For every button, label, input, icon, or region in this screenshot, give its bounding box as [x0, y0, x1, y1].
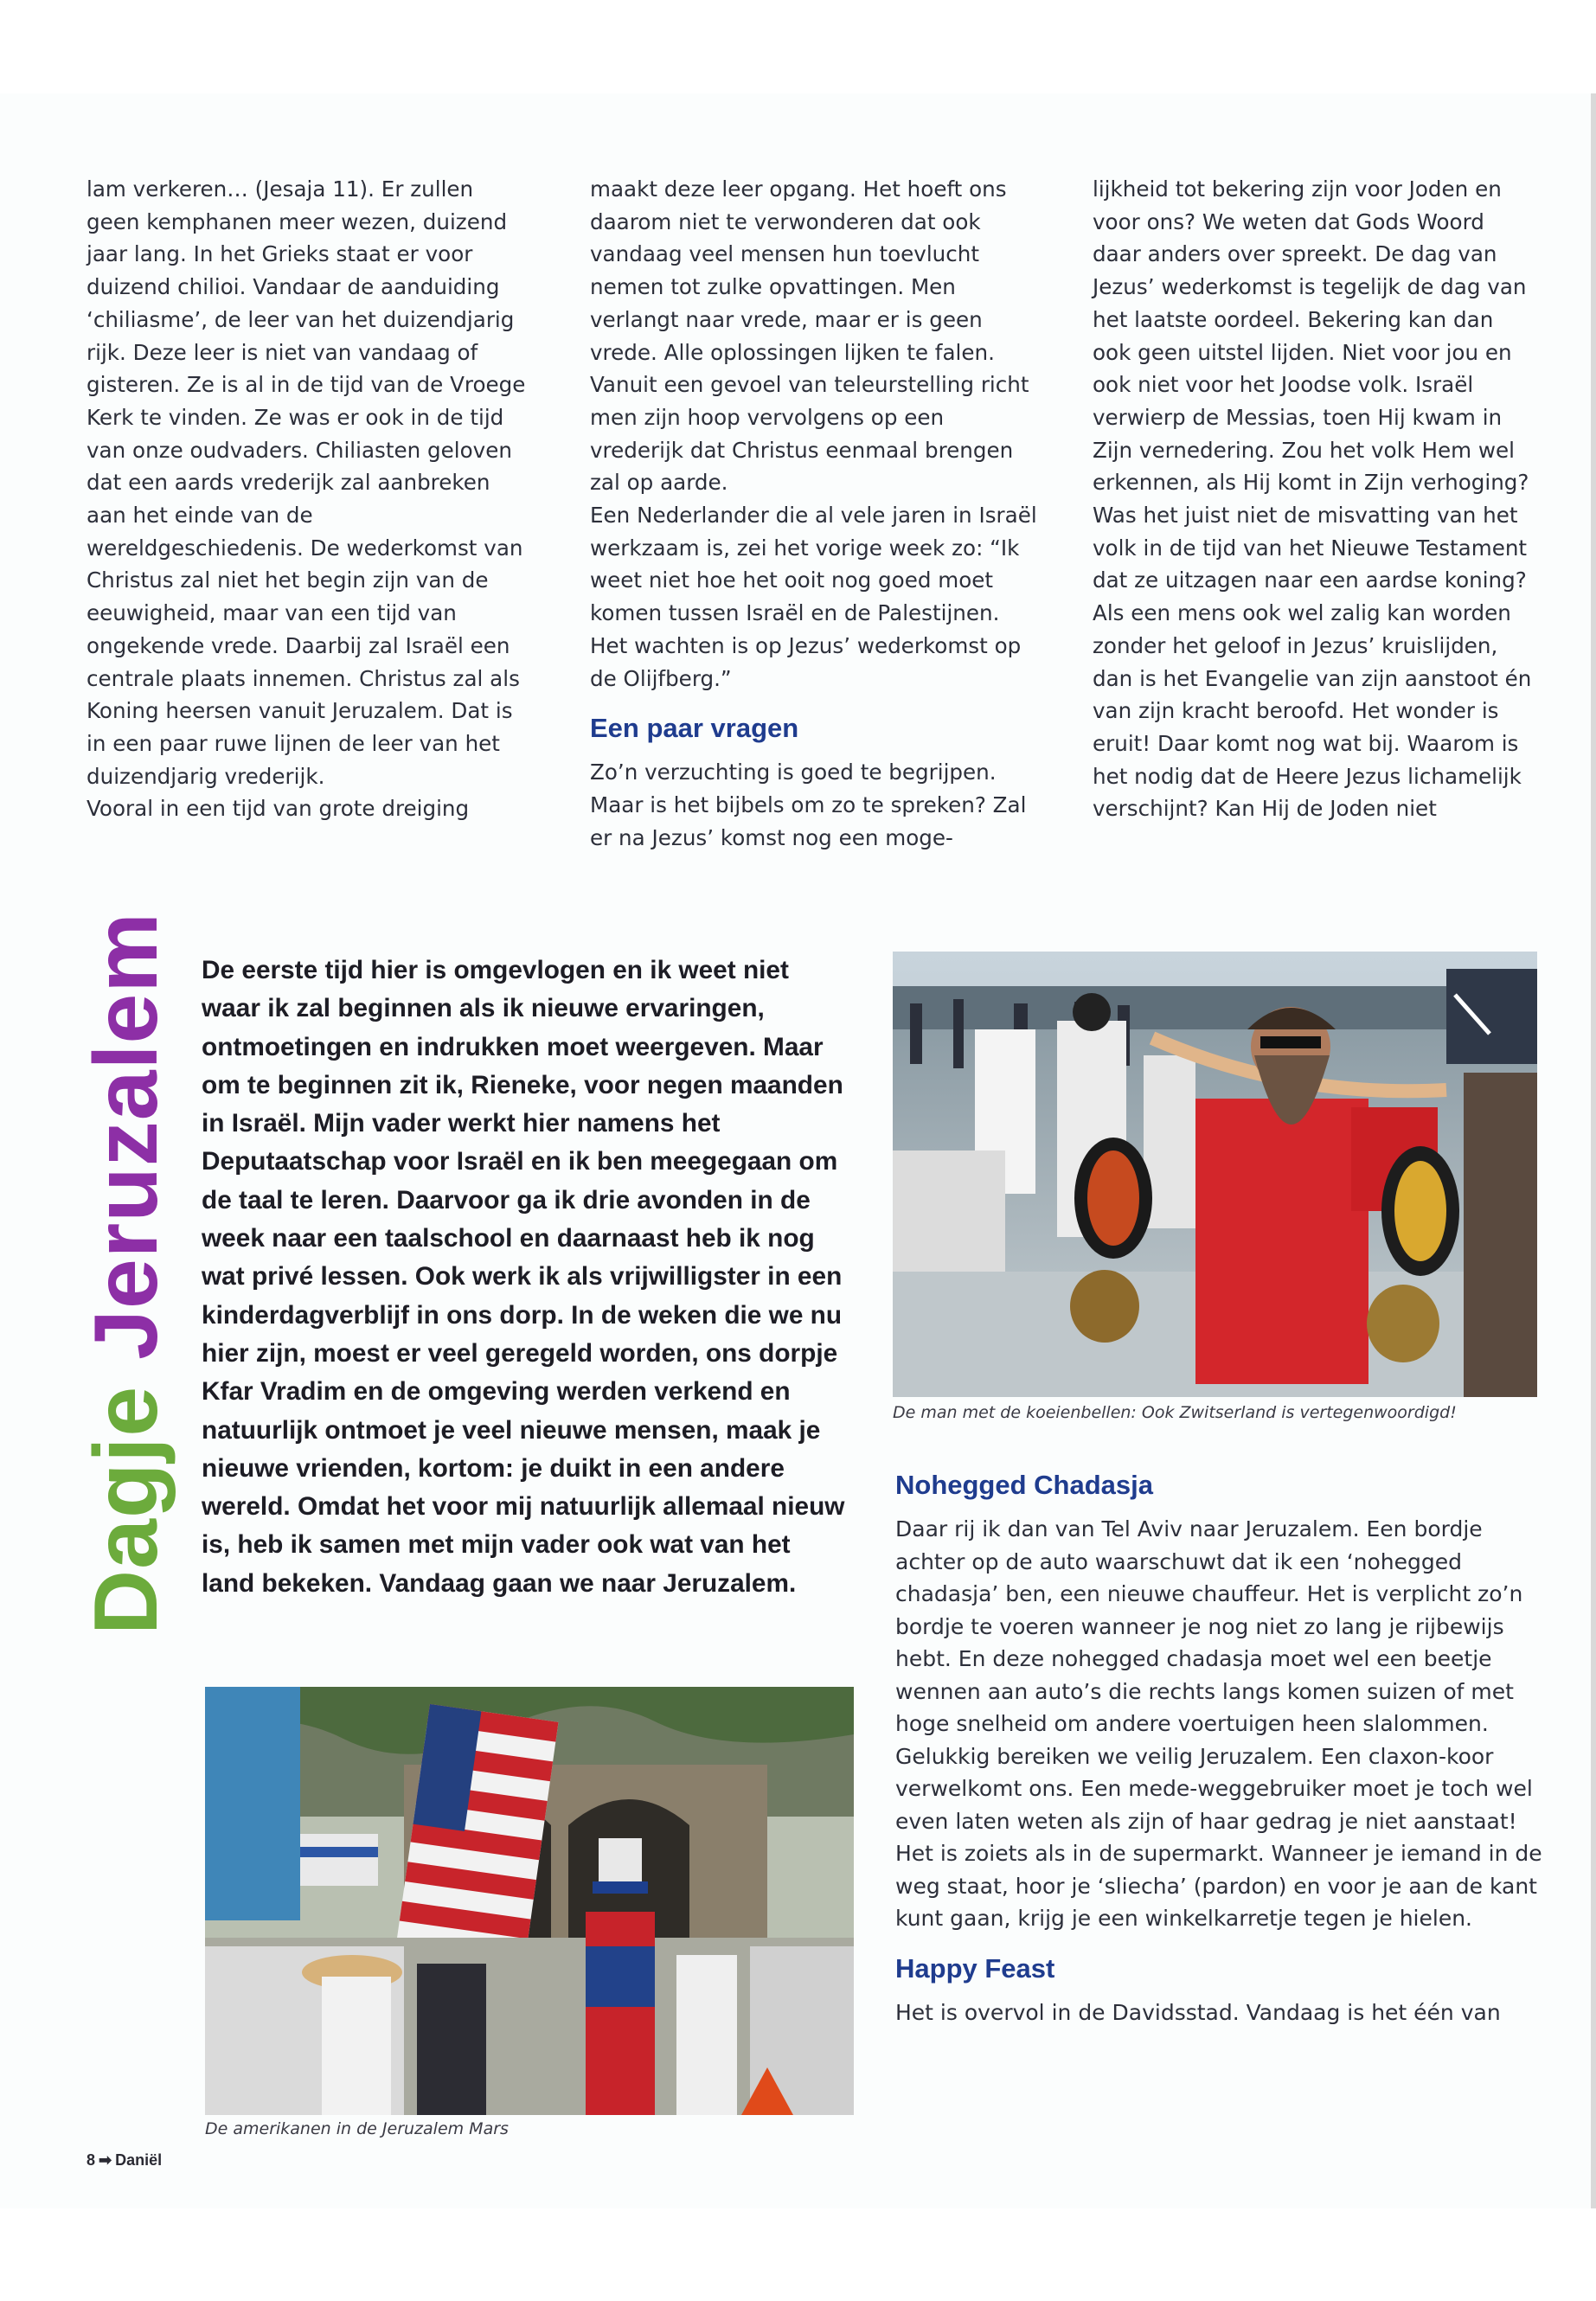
magazine-name: Daniël	[115, 2151, 163, 2169]
page-footer	[87, 2151, 162, 2170]
col2-paragraph: Een Nederlander die al vele jaren in Israël werkzaam is, zei het vorige week zo: “Ik weet niet hoe het ooit nog goed moet komen tussen Israël en de Palestijnen. Het wachten is op Jezus’ wederkomst op de Olijfberg.”	[590, 503, 1037, 691]
text-column-3	[1093, 173, 1538, 825]
body-paragraph: Het is overvol in de Davidsstad. Vandaag is het één van	[895, 1999, 1501, 2025]
article-title	[76, 912, 176, 1635]
section-heading: Een paar vragen	[590, 713, 799, 744]
col2-paragraph: maakt deze leer opgang. Het hoeft ons daarom niet te verwonderen dat ook vandaag veel mensen hun toevlucht nemen tot zulke opvattingen. Men verlangt naar vrede, maar er is geen vrede. Alle oplossingen lijken te falen. Vanuit een gevoel van teleurstelling richt men zijn hoop vervolgens op een vrederijk dat Christus eenmaal brengen zal op aarde.	[590, 176, 1029, 496]
intro-paragraph: De eerste tijd hier is omgevlogen en ik weet niet waar ik zal beginnen als ik nieuwe ervaringen, ontmoetingen en indrukken moet weergeven. Maar om te beginnen zit ik, Rieneke, voor negen maanden in Israël. Mijn vader werkt hier namens het Deputaatschap voor Israël en ik ben meegegaan om de taal te leren. Daarvoor ga ik drie avonden in de week naar een taalschool en daarnaast heb ik nog wat privé lessen. Ook werk ik als vrijwilligster in een kinderdagverblijf in ons dorp. In de weken die we nu hier zijn, moest er veel geregeld worden, ons dorpje Kfar Vradim en de omgeving werden verkend en natuurlijk ontmoet je veel nieuwe mensen, maak je nieuwe vrienden, kortom: je duikt in een andere wereld. Omdat het voor mij natuurlijk allemaal nieuw is, heb ik samen met mijn vader ook wat van het land bekeken. Vandaag gaan we naar Jeruzalem.	[202, 956, 845, 1598]
arrow-icon: ➡	[99, 2151, 112, 2169]
american-march-photo	[205, 1687, 854, 2115]
col1-paragraph: lam verkeren… (Jesaja 11). Er zullen geen kemphanen meer wezen, duizend jaar lang. In het Grieks staat er voor duizend chilioi. Vandaar de aanduiding ‘chiliasme’, de leer van het duizendjarig rijk. Deze leer is niet van vandaag of gisteren. Ze is al in de tijd van de Vroege Kerk te vinden. Ze was er ook in de tijd van onze oudvaders. Chiliasten geloven dat een aards vrederijk zal aanbreken aan het einde van de wereldgeschiedenis. De wederkomst van Christus zal niet het begin zijn van de eeuwigheid, maar van een tijd van ongekende vrede. Daarbij zal Israël een centrale plaats innemen. Christus zal als Koning heersen vanuit Jeruzalem. Dat is in een paar ruwe lijnen de leer van het duizendjarig vrederijk.	[87, 176, 526, 789]
col1-paragraph: Vooral in een tijd van grote dreiging	[87, 796, 470, 822]
text-column-2	[590, 173, 1040, 854]
col3-paragraph: lijkheid tot bekering zijn voor Joden en voor ons? We weten dat Gods Woord daar anders over spreekt. De dag van Jezus’ wederkomst is tegelijk de dag van het laatste oordeel. Bekering kan dan ook geen uitstel lijden. Niet voor jou en ook niet voor het Joodse volk. Israël verwierp de Messias, toen Hij kwam in Zijn vernedering. Zou het volk Hem wel erkennen, als Hij komt in Zijn verhoging? Was het juist niet de misvatting van het volk in de tijd van het Nieuwe Testament dat ze uitzagen naar een aardse koning? Als een mens ook wel zalig kan worden zonder het geloof in Jezus’ kruislijden, dan is het Evangelie van zijn aanstoot én van zijn kracht beroofd. Het wonder is eruit! Daar komt nog wat bij. Waarom is het nodig dat de Heere Jezus lichamelijk verschijnt? Kan Hij de Joden niet	[1093, 176, 1532, 822]
page-number: 8	[87, 2151, 96, 2169]
col2-paragraph: Zo’n verzuchting is goed te begrijpen. Maar is het bijbels om zo te spreken? Zal er na Jezus’ komst nog een moge-	[590, 760, 1027, 850]
section-heading: Happy Feast	[895, 1952, 1055, 1984]
body-paragraph: Het is zoiets als in de supermarkt. Wanneer je iemand in de weg staat, hoor je ‘sliecha’ (pardon) en voor je aan de kant kunt gaan, krijg je een winkelkarretje tegen je hielen.	[895, 1841, 1542, 1931]
title-word-jeruzalem: Jeruzalem	[76, 912, 176, 1360]
photo-caption: De amerikanen in de Jeruzalem Mars	[205, 2119, 509, 2138]
title-word-dagje: Dagje	[76, 1385, 176, 1635]
body-paragraph: Daar rij ik dan van Tel Aviv naar Jeruzalem. Een bordje achter op de auto waarschuwt dat ik een ‘nohegged chadasja’ ben, een nieuwe chauffeur. Het is verplicht zo’n bordje te voeren wanneer je nog niet zo lang je rijbewijs hebt. En deze nohegged chadasja moet wel een beetje wennen aan auto’s die rechts langs komen suizen of met hoge snelheid om andere voertuigen heen slalommen.	[895, 1516, 1523, 1736]
section-heading: Nohegged Chadasja	[895, 1470, 1153, 1500]
page-edge	[1591, 93, 1596, 2208]
photo-caption: De man met de koeienbellen: Ook Zwitserland is vertegenwoordigd!	[893, 1403, 1457, 1422]
article-body-column	[895, 1456, 1542, 2029]
text-column-1	[87, 173, 532, 825]
body-paragraph: Gelukkig bereiken we veilig Jeruzalem. Een claxon-koor verwelkomt ons. Een mede-weggebruiker moet je toch wel even laten weten als zijn of haar gedrag je niet aanstaat!	[895, 1743, 1533, 1834]
cowbell-man-photo	[893, 952, 1537, 1397]
